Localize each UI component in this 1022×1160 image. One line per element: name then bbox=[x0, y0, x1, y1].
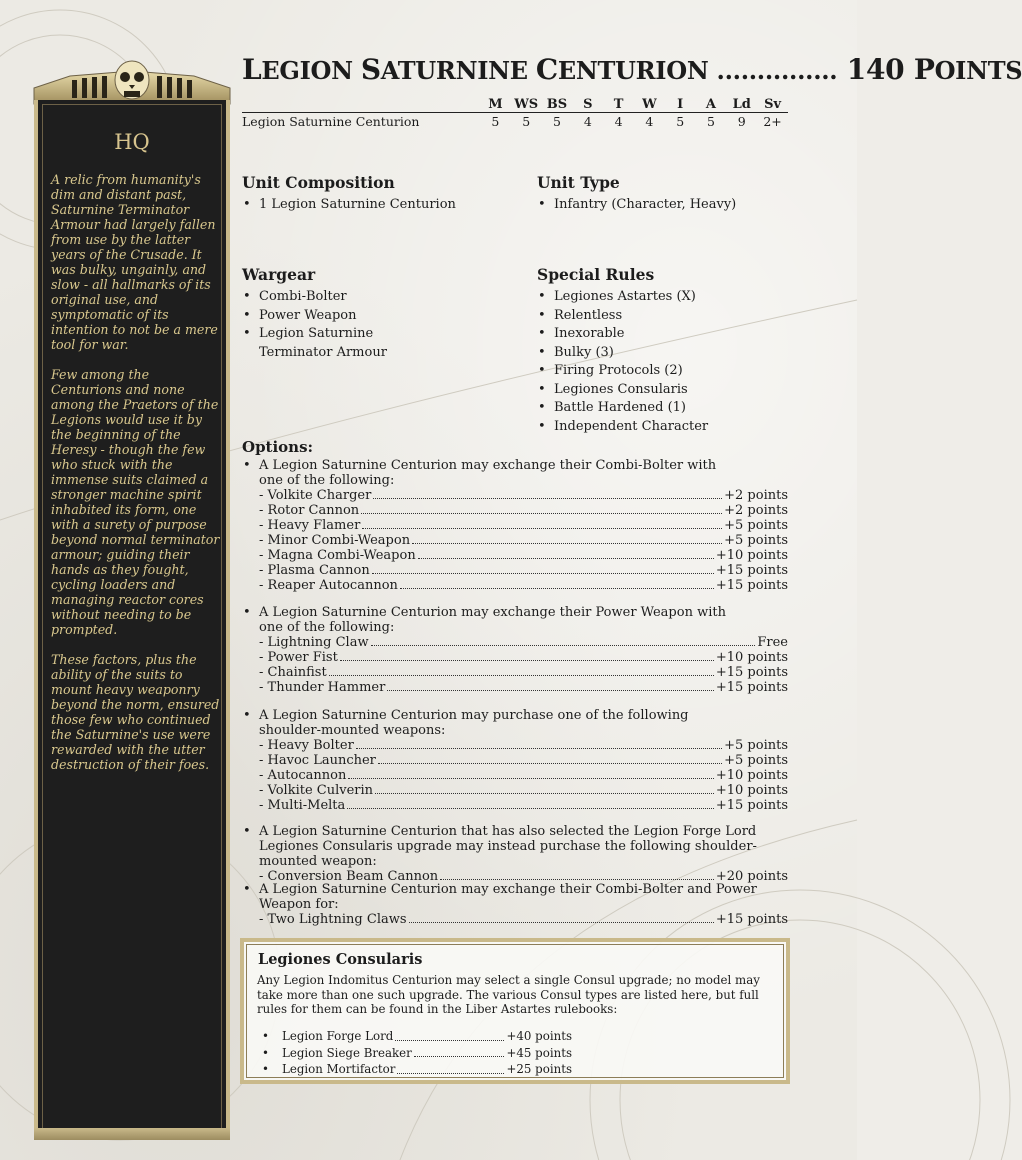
stat-header: I bbox=[677, 96, 684, 112]
sidebar-lore bbox=[51, 172, 221, 787]
option-row: - Multi-Melta +15 points bbox=[259, 798, 788, 813]
unit-type-section bbox=[537, 173, 787, 215]
stat-value-row bbox=[242, 113, 788, 130]
consularis-box bbox=[240, 938, 790, 1084]
list-item: • Power Weapon bbox=[242, 307, 522, 326]
option-row: - Heavy Flamer +5 points bbox=[259, 518, 788, 533]
list-item: • Independent Character bbox=[537, 418, 787, 437]
list-item: • Battle Hardened (1) bbox=[537, 399, 787, 418]
stat-value: 5 bbox=[542, 113, 573, 130]
lore-paragraph: A relic from humanity's dim and distant past, Saturnine Terminator Armour had largely fallen from use by the latter years of the Crusade. It was bulky, ungainly, and slow - all hallmarks of its original use, and symptomatic of its intention to not be a mere tool for war. bbox=[51, 172, 218, 352]
list-item: • Inexorable bbox=[537, 325, 787, 344]
option-row: - Power Fist +10 points bbox=[259, 650, 788, 665]
option-row: - Conversion Beam Cannon +20 points bbox=[259, 869, 788, 884]
stat-value: 4 bbox=[572, 113, 603, 130]
stat-header: BS bbox=[546, 96, 568, 112]
list-item: • Legiones Astartes (X) bbox=[537, 288, 787, 307]
skull-crest-icon bbox=[30, 58, 234, 106]
stat-header: A bbox=[705, 96, 717, 112]
list-item: • Legiones Consularis bbox=[537, 381, 787, 400]
sidebar-footer bbox=[34, 1128, 230, 1140]
section-heading: Unit Composition bbox=[242, 173, 395, 192]
option-row: - Volkite Charger +2 points bbox=[259, 488, 788, 503]
option-intro: • A Legion Saturnine Centurion may exchange their Combi-Bolter and Power Weapon for: bbox=[242, 882, 788, 912]
stat-value: 5 bbox=[665, 113, 696, 130]
option-intro: • A Legion Saturnine Centurion may purchase one of the following shoulder-mounted weapons: bbox=[242, 708, 749, 738]
consularis-item: • Legion Siege Breaker +45 points bbox=[262, 1045, 572, 1062]
option-group bbox=[242, 458, 788, 593]
option-row: - Two Lightning Claws +15 points bbox=[259, 912, 788, 927]
list-item: • Combi-Bolter bbox=[242, 288, 522, 307]
section-heading: Unit Type bbox=[537, 173, 620, 192]
stat-header: S bbox=[583, 96, 593, 112]
stat-value: 5 bbox=[696, 113, 727, 130]
stat-row-name: Legion Saturnine Centurion bbox=[242, 113, 480, 130]
option-row: - Chainfist +15 points bbox=[259, 665, 788, 680]
sidebar-panel bbox=[34, 100, 230, 1140]
stat-value: 4 bbox=[634, 113, 665, 130]
consularis-item: • Legion Forge Lord +40 points bbox=[262, 1028, 572, 1045]
option-group bbox=[242, 605, 788, 695]
list-item: • Firing Protocols (2) bbox=[537, 362, 787, 381]
list-item: • Relentless bbox=[537, 307, 787, 326]
option-row: - Rotor Cannon +2 points bbox=[259, 503, 788, 518]
consularis-heading: Legiones Consularis bbox=[258, 951, 423, 968]
option-intro: • A Legion Saturnine Centurion may exchange their Combi-Bolter with one of the following: bbox=[242, 458, 729, 488]
stat-value: 2+ bbox=[757, 113, 788, 130]
stat-header: T bbox=[613, 96, 624, 112]
option-row: - Thunder Hammer +15 points bbox=[259, 680, 788, 695]
option-row: - Minor Combi-Weapon +5 points bbox=[259, 533, 788, 548]
consularis-description: Any Legion Indomitus Centurion may select a single Consul upgrade; no model may take more than one such upgrade. The various Consul types are listed here, but full rules for them can be found in the Liber Astartes rulebooks: bbox=[257, 973, 760, 1016]
options-heading: Options: bbox=[242, 438, 314, 456]
list-item: • Legion Saturnine bbox=[242, 325, 522, 344]
option-intro: • A Legion Saturnine Centurion may exchange their Power Weapon with one of the following: bbox=[242, 605, 729, 635]
stat-header: Ld bbox=[732, 96, 751, 112]
lore-paragraph: These factors, plus the ability of the suits to mount heavy weaponry beyond the norm, ensured those few who continued the Saturnine's use were rewarded with the utter destruction of their foes. bbox=[51, 652, 220, 772]
option-row: - Lightning Claw Free bbox=[259, 635, 788, 650]
option-row: - Havoc Launcher +5 points bbox=[259, 753, 788, 768]
main-content bbox=[242, 52, 1022, 129]
stat-header: WS bbox=[514, 96, 539, 112]
stat-header: M bbox=[488, 96, 503, 112]
option-row: - Plasma Cannon +15 points bbox=[259, 563, 788, 578]
stat-header: W bbox=[642, 96, 657, 112]
wargear-section bbox=[242, 265, 522, 362]
list-item: • Bulky (3) bbox=[537, 344, 787, 363]
option-group bbox=[242, 708, 788, 813]
stat-header-row bbox=[242, 96, 788, 113]
sidebar-heading: HQ bbox=[114, 130, 150, 154]
unit-composition-section bbox=[242, 173, 522, 215]
section-heading: Wargear bbox=[242, 265, 316, 284]
option-group bbox=[242, 824, 788, 884]
list-item: • Infantry (Character, Heavy) bbox=[537, 196, 787, 215]
stat-header: Sv bbox=[764, 96, 782, 112]
option-group bbox=[242, 882, 788, 927]
consularis-item: • Legion Mortifactor +25 points bbox=[262, 1061, 572, 1078]
option-row: - Volkite Culverin +10 points bbox=[259, 783, 788, 798]
stat-table bbox=[242, 96, 788, 129]
option-row: - Heavy Bolter +5 points bbox=[259, 738, 788, 753]
section-heading: Special Rules bbox=[537, 265, 655, 284]
option-intro: • A Legion Saturnine Centurion that has also selected the Legion Forge Lord Legiones Consularis upgrade may instead purchase the following shoulder-mounted weapon: bbox=[242, 824, 769, 869]
list-item-continuation: Terminator Armour bbox=[259, 344, 387, 360]
option-row: - Magna Combi-Weapon +10 points bbox=[259, 548, 788, 563]
stat-value: 9 bbox=[726, 113, 757, 130]
lore-paragraph: Few among the Centurions and none among the Praetors of the Legions would use it by the beginning of the Heresy - though the few who stuck with the immense suits claimed a stronger machine spirit inhabited its form, one with a surety of purpose beyond normal terminator armour; guiding their hands as they fought, cycling loaders and managing reactor cores without needing to be prompted. bbox=[51, 367, 220, 637]
page-title: LEGION SATURNINE CENTURION ............... 140 POINTS bbox=[242, 53, 1022, 86]
stat-value: 5 bbox=[480, 113, 511, 130]
stat-value: 4 bbox=[603, 113, 634, 130]
option-row: - Reaper Autocannon +15 points bbox=[259, 578, 788, 593]
stat-value: 5 bbox=[511, 113, 542, 130]
special-rules-section bbox=[537, 265, 787, 436]
option-row: - Autocannon +10 points bbox=[259, 768, 788, 783]
list-item: • 1 Legion Saturnine Centurion bbox=[242, 196, 522, 215]
